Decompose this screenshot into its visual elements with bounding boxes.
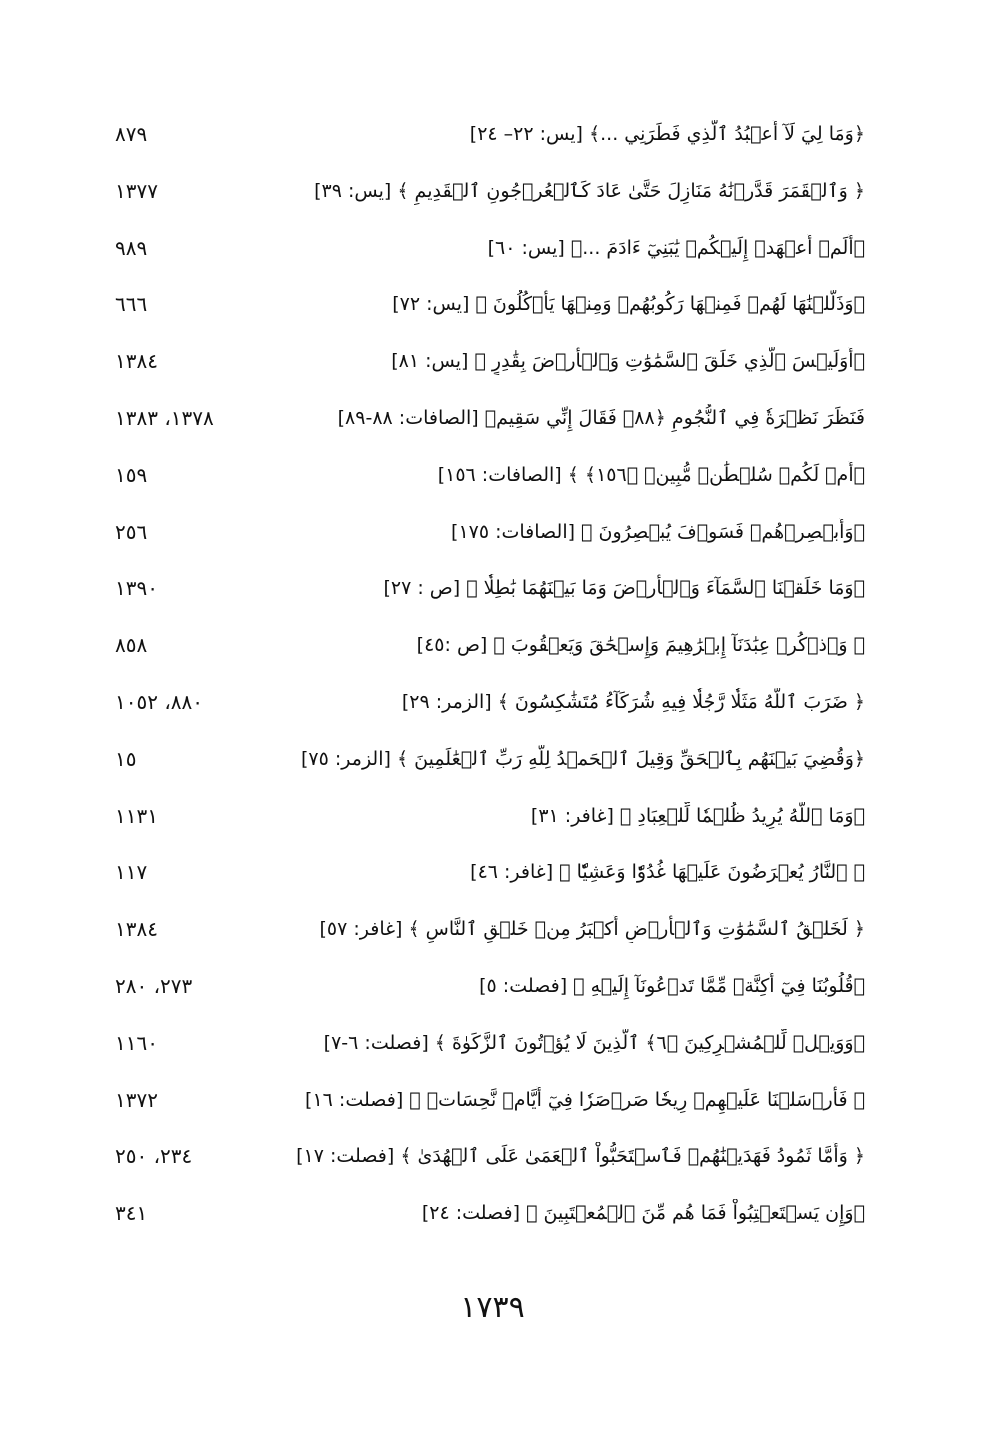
index-row (0, 112, 985, 169)
verse-index-list (0, 112, 985, 1248)
index-row (0, 282, 985, 339)
index-row (0, 396, 985, 453)
index-row (0, 794, 985, 851)
page-references: ١٥٩ (115, 462, 148, 487)
index-row (0, 737, 985, 794)
page-references: ٢٥٦ (115, 519, 148, 544)
verse-text: ﴿ وَٱلۡقَمَرَ قَدَّرۡنَٰهُ مَنَازِلَ حَتَّىٰ عَادَ كَٱلۡعُرۡجُونِ ٱلۡقَدِيمِ ﴾ [يس: ٣٩] (314, 179, 865, 202)
page-references: ٣٤١ (115, 1201, 148, 1226)
verse-text: ﴿وَوَيۡلٞ لِّلۡمُشۡرِكِينَ ﴿٦﴾ ٱلَّذِينَ لَا يُؤۡتُونَ ٱلزَّكَوٰةَ ﴾ [فصلت: ٦-٧] (323, 1031, 865, 1054)
page-references: ١٣٩٠ (115, 576, 158, 601)
index-row (0, 964, 985, 1021)
page-number: ١٧٣٩ (460, 1290, 525, 1325)
index-row (0, 566, 985, 623)
page-references: ٢٣٤، ٢٥٠ (115, 1144, 193, 1169)
verse-text: فَنَظَرَ نَظۡرَةٗ فِي ٱلنُّجُومِ ﴿٨٨﴾ فَقَالَ إِنِّي سَقِيمٞ [الصافات: ٨٨-٨٩] (337, 406, 865, 429)
verse-text: ﴿وَمَا لِيَ لَآ أَعۡبُدُ ٱلَّذِي فَطَرَنِي ...﴾ [يس: ٢٢– ٢٤] (469, 123, 865, 145)
page-references: ٦٦٦ (115, 292, 148, 317)
verse-text: ﴿أَلَمۡ أَعۡهَدۡ إِلَيۡكُمۡ يَٰبَنِيٓ ءَادَمَ ...﴾ [يس: ٦٠] (487, 236, 865, 259)
verse-text: ﴿وَمَا ٱللَّهُ يُرِيدُ ظُلۡمٗا لِّلۡعِبَادِ ﴾ [غافر: ٣١] (530, 804, 865, 827)
index-row (0, 339, 985, 396)
index-row (0, 850, 985, 907)
index-row (0, 1191, 985, 1248)
index-row (0, 169, 985, 226)
index-row (0, 1134, 985, 1191)
index-row (0, 1021, 985, 1078)
verse-text: ﴿وَقُضِيَ بَيۡنَهُم بِٱلۡحَقِّ وَقِيلَ ٱلۡحَمۡدُ لِلَّهِ رَبِّ ٱلۡعَٰلَمِينَ ﴾ [الزمر: ٧٥] (301, 747, 865, 770)
verse-text: ﴿ وَأَمَّا ثَمُودُ فَهَدَيۡنَٰهُمۡ فَٱسۡتَحَبُّواْ ٱلۡعَمَىٰ عَلَى ٱلۡهُدَىٰ ﴾ [فصلت: ١٧] (296, 1145, 865, 1168)
index-row (0, 623, 985, 680)
page-references: ١٣٧٢ (115, 1087, 158, 1112)
page-references: ١٥ (115, 746, 137, 771)
page-references: ١١٧ (115, 860, 148, 885)
page-references: ١١٣١ (115, 803, 158, 828)
verse-text: ﴿أَوَلَيۡسَ ٱلَّذِي خَلَقَ ٱلسَّمَٰوَٰتِ وَٱلۡأَرۡضَ بِقَٰدِرٍ ﴾ [يس: ٨١] (391, 350, 865, 373)
page-references: ١٣٨٤ (115, 349, 158, 374)
index-row (0, 907, 985, 964)
page-references: ٨٥٨ (115, 633, 148, 658)
verse-text: ﴿ وَٱذۡكُرۡ عِبَٰدَنَآ إِبۡرَٰهِيمَ وَإِسۡحَٰقَ وَيَعۡقُوبَ ﴾ [ص :٤٥] (416, 634, 865, 657)
page-references: ١٣٧٧ (115, 178, 158, 203)
verse-text: ﴿ ٱلنَّارُ يُعۡرَضُونَ عَلَيۡهَا غُدُوّٗا وَعَشِيّٗا ﴾ [غافر: ٤٦] (470, 861, 865, 884)
page-references: ٨٨٠، ١٠٥٢ (115, 689, 204, 714)
verse-text: ﴿وَذَلَّلۡنَٰهَا لَهُمۡ فَمِنۡهَا رَكُوبُهُمۡ وَمِنۡهَا يَأۡكُلُونَ ﴾ [يس: ٧٢] (392, 293, 865, 316)
verse-text: ﴿وَأَبۡصِرۡهُمۡ فَسَوۡفَ يُبۡصِرُونَ ﴾ [الصافات: ١٧٥] (451, 520, 865, 543)
page-references: ١٣٨٤ (115, 917, 158, 942)
verse-text: ﴿وَمَا خَلَقۡنَا ٱلسَّمَآءَ وَٱلۡأَرۡضَ وَمَا بَيۡنَهُمَا بَٰطِلٗا ﴾ [ص : ٢٧] (383, 577, 865, 600)
index-row (0, 226, 985, 283)
verse-text: ﴿وَإِن يَسۡتَعۡتِبُواْ فَمَا هُم مِّنَ ٱلۡمُعۡتَبِينَ ﴾ [فصلت: ٢٤] (421, 1202, 865, 1225)
verse-text: ﴿ فَأَرۡسَلۡنَا عَلَيۡهِمۡ رِيحٗا صَرۡصَرٗا فِيٓ أَيَّامٖ نَّحِسَاتٖ ﴾ [فصلت: ١٦] (305, 1088, 865, 1111)
index-row (0, 1078, 985, 1135)
verse-text: ﴿قُلُوبُنَا فِيٓ أَكِنَّةٖ مِّمَّا تَدۡعُونَآ إِلَيۡهِ ﴾ [فصلت: ٥] (479, 974, 865, 997)
page-references: ٢٧٣، ٢٨٠ (115, 973, 193, 998)
verse-text: ﴿ لَخَلۡقُ ٱلسَّمَٰوَٰتِ وَٱلۡأَرۡضِ أَكۡبَرُ مِنۡ خَلۡقِ ٱلنَّاسِ ﴾ [غافر: ٥٧] (319, 918, 865, 941)
page-references: ١١٦٠ (115, 1030, 158, 1055)
page-references: ٩٨٩ (115, 235, 148, 260)
index-row (0, 510, 985, 567)
verse-text: ﴿أَمۡ لَكُمۡ سُلۡطَٰنٞ مُّبِينٞ ﴿١٥٦﴾ ﴾ [الصافات: ١٥٦] (437, 463, 865, 486)
verse-text: ﴿ ضَرَبَ ٱللَّهُ مَثَلٗا رَّجُلٗا فِيهِ شُرَكَآءُ مُتَشَٰكِسُونَ ﴾ [الزمر: ٢٩] (401, 690, 865, 713)
index-row (0, 453, 985, 510)
index-row (0, 680, 985, 737)
page-references: ٨٧٩ (115, 122, 148, 146)
page-references: ١٣٧٨، ١٣٨٣ (115, 405, 214, 430)
